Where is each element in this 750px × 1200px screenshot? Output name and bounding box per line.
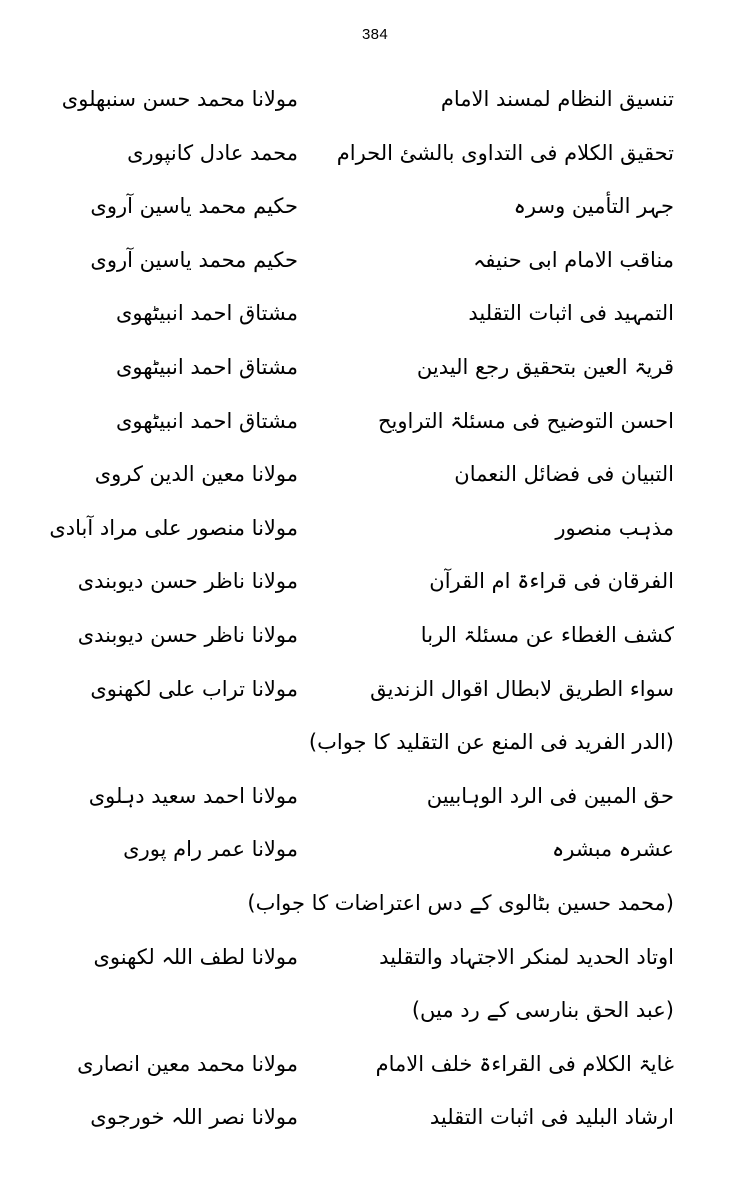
list-item xyxy=(0,1043,750,1097)
book-title: مناقب الامام ابی حنیفہ xyxy=(473,247,674,272)
list-item xyxy=(0,1096,750,1150)
book-title: احسن التوضیح فی مسئلۃ التراویح xyxy=(377,408,674,433)
book-title: تحقیق الکلام فی التداوی بالشئ الحرام xyxy=(336,140,674,165)
book-author: حکیم محمد یاسین آروی xyxy=(90,194,298,219)
list-item xyxy=(0,775,750,829)
book-author: مولانا احمد سعید دہلوی xyxy=(88,783,298,808)
book-author: مشتاق احمد انبیٹھوی xyxy=(116,408,298,433)
book-note: (الدر الفرید فی المنع عن التقلید کا جواب) xyxy=(308,730,674,755)
list-item xyxy=(0,132,750,186)
book-title: التمہید فی اثبات التقلید xyxy=(468,301,674,326)
book-note: (محمد حسین بٹالوی کے دس اعتراضات کا جواب) xyxy=(247,890,674,915)
book-title: سواء الطریق لابطال اقوال الزندیق xyxy=(370,676,674,701)
book-title: مذہب منصور xyxy=(555,515,674,540)
book-author: حکیم محمد یاسین آروی xyxy=(90,247,298,272)
page-number: 384 xyxy=(362,26,388,43)
book-author: مولانا عمر رام پوری xyxy=(123,837,298,862)
book-author: مولانا ناظر حسن دیوبندی xyxy=(77,622,298,647)
list-item xyxy=(0,453,750,507)
list-item xyxy=(0,400,750,454)
book-author: مولانا ناظر حسن دیوبندی xyxy=(77,569,298,594)
list-item xyxy=(0,292,750,346)
book-title: حق المبین فی الرد الوہابیین xyxy=(426,783,674,808)
book-author: مولانا محمد معین انصاری xyxy=(77,1051,298,1076)
book-note: (عبد الحق بنارسی کے رد میں) xyxy=(411,998,674,1023)
book-author: مولانا لطف اللہ لکھنوی xyxy=(93,944,298,969)
list-item xyxy=(0,882,750,936)
list-item xyxy=(0,560,750,614)
book-author: مولانا تراب علی لکھنوی xyxy=(90,676,298,701)
book-title: غایۃ الکلام فی القراءۃ خلف الامام xyxy=(375,1051,674,1076)
book-list xyxy=(0,78,750,1150)
book-author: مشتاق احمد انبیٹھوی xyxy=(116,354,298,379)
list-item xyxy=(0,78,750,132)
list-item xyxy=(0,239,750,293)
book-title: قریۃ العین بتحقیق رجع الیدین xyxy=(416,354,674,379)
book-title: کشف الغطاء عن مسئلۃ الربا xyxy=(420,622,674,647)
list-item xyxy=(0,936,750,990)
list-item xyxy=(0,721,750,775)
list-item xyxy=(0,185,750,239)
book-author: مشتاق احمد انبیٹھوی xyxy=(116,301,298,326)
list-item xyxy=(0,828,750,882)
list-item xyxy=(0,507,750,561)
book-title: ارشاد البلید فی اثبات التقلید xyxy=(429,1105,674,1130)
book-author: مولانا معین الدین کروی xyxy=(94,462,298,487)
list-item xyxy=(0,614,750,668)
book-author: مولانا محمد حسن سنبھلوی xyxy=(61,87,298,111)
book-title: اوتاد الحدید لمنکر الاجتہاد والتقلید xyxy=(379,944,674,969)
book-author: مولانا منصور علی مراد آبادی xyxy=(49,515,298,540)
list-item xyxy=(0,989,750,1043)
list-item xyxy=(0,668,750,722)
book-title: تنسیق النظام لمسند الامام xyxy=(440,87,674,111)
book-author: محمد عادل کانپوری xyxy=(127,140,298,165)
book-title: عشرہ مبشرہ xyxy=(551,837,674,862)
book-title: الفرقان فی قراءۃ ام القرآن xyxy=(429,569,674,594)
list-item xyxy=(0,346,750,400)
book-title: جہر التأمین وسرہ xyxy=(513,194,674,219)
book-title: التبیان فی فضائل النعمان xyxy=(454,462,674,487)
book-author: مولانا نصر اللہ خورجوی xyxy=(90,1105,298,1130)
